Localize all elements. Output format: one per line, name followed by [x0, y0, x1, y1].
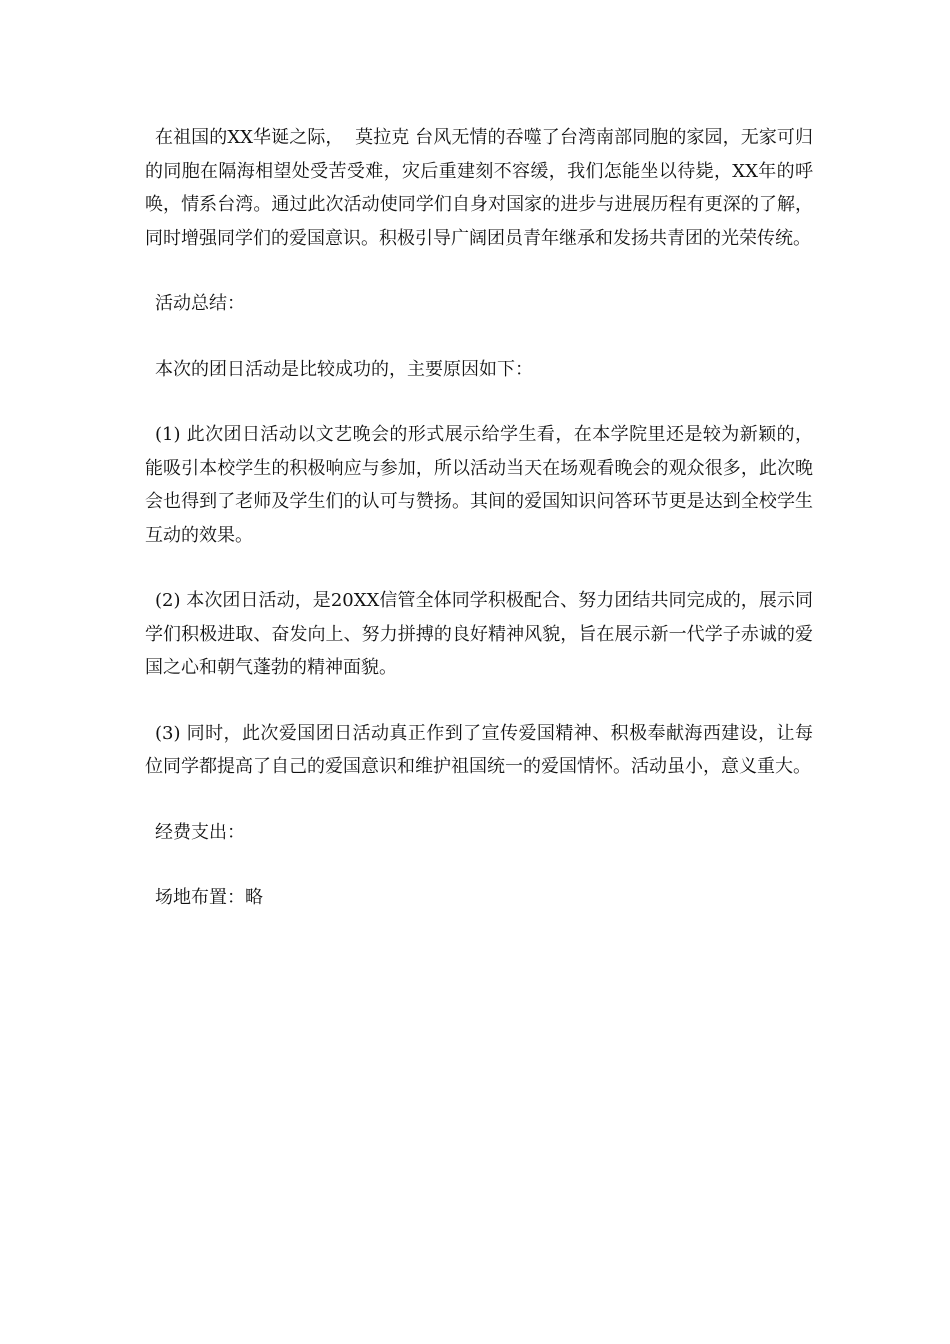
expense-heading: 经费支出： — [155, 821, 245, 843]
document-body — [145, 121, 813, 915]
summary-lead-paragraph: 本次的团日活动是比较成功的，主要原因如下： — [155, 358, 533, 380]
reason-item-2: (2) 本次团日活动，是20XX信管全体同学积极配合、努力团结共同完成的，展示同学们积极进取、奋发向上、努力拼搏的良好精神风貌，旨在展示新一代学子赤诚的爱国之心和朝气蓬勃的精神面貌。 — [145, 590, 813, 678]
summary-heading: 活动总结： — [155, 293, 245, 314]
venue-setup-line: 场地布置：略 — [155, 887, 263, 908]
intro-paragraph: 在祖国的XX华诞之际， 莫拉克 台风无情的吞噬了台湾南部同胞的家园，无家可归的同胞在隔海相望处受苦受难，灾后重建刻不容缓，我们怎能坐以待毙，XX年的呼唤，情系台湾。通过此次活动使同学们自身对国家的进步与进展历程有更深的了解，同时增强同学们的爱国意识。积极引导广阔团员青年继承和发扬共青团的光荣传统。 — [145, 127, 813, 249]
reason-item-3: (3) 同时，此次爱国团日活动真正作到了宣传爱国精神、积极奉献海西建设，让每位同学都提高了自己的爱国意识和维护祖国统一的爱国情怀。活动虽小，意义重大。 — [145, 722, 813, 777]
reason-item-1: (1) 此次团日活动以文艺晚会的形式展示给学生看，在本学院里还是较为新颖的，能吸引本校学生的积极响应与参加，所以活动当天在场观看晚会的观众很多，此次晚会也得到了老师及学生们的认可与赞扬。其间的爱国知识问答环节更是达到全校学生互动的效果。 — [145, 424, 813, 546]
